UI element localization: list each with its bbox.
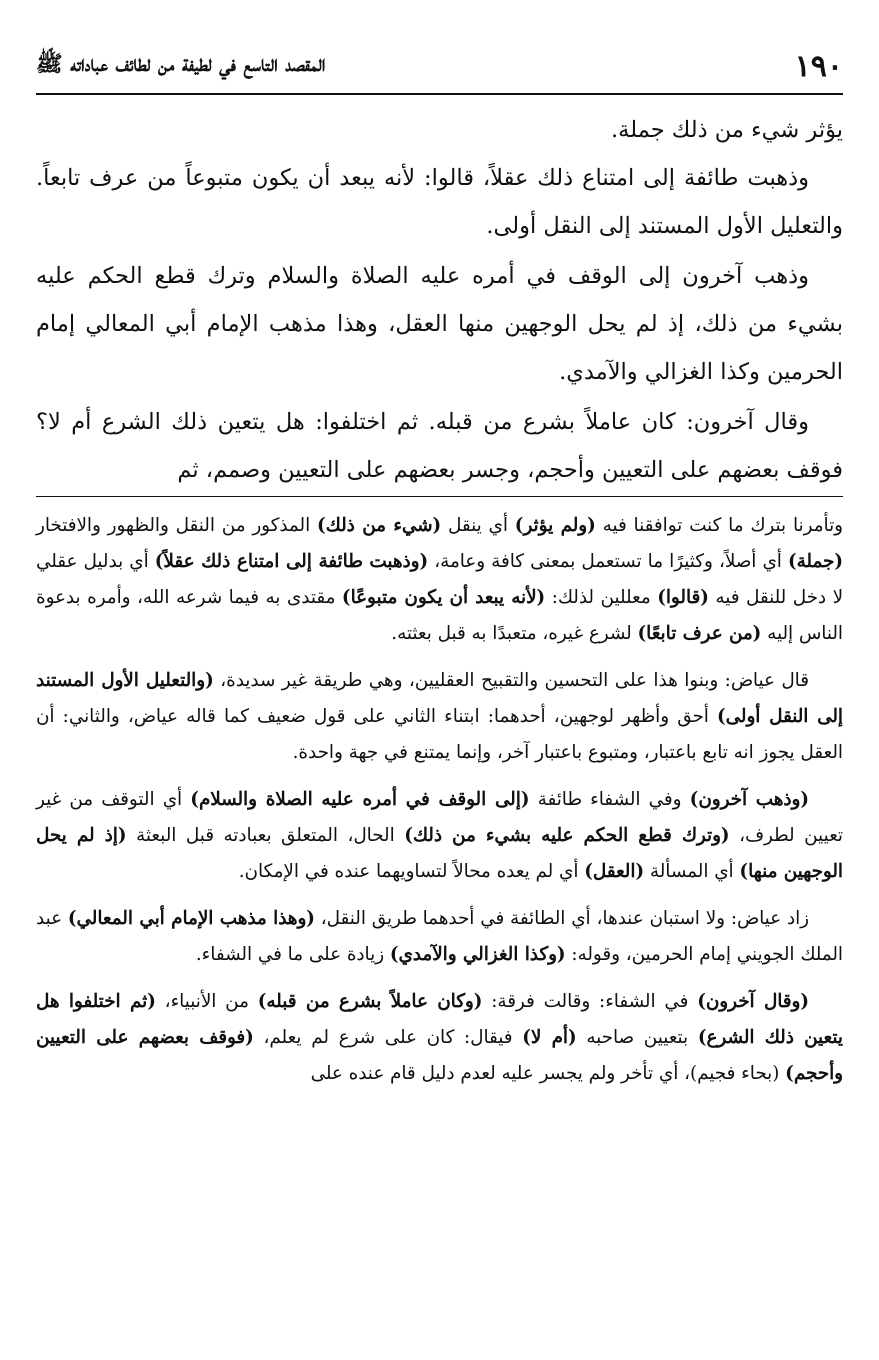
commentary-text: أي التوقف من غير تعيين لطرف، — [36, 789, 843, 846]
commentary-text: فيقال: كان على شرع لم يعلم، — [253, 1027, 523, 1048]
commentary-text: أي ينقل — [441, 515, 515, 536]
commentary-text: المذكور من النقل والظهور والافتخار — [36, 515, 318, 536]
commentary-text: أي بدليل عقلي لا دخل للنقل فيه — [36, 551, 844, 608]
quoted-phrase: (وكان عاملاً بشرع من قبله) — [257, 991, 483, 1012]
quoted-phrase: (وكذا الغزالي والآمدي) — [389, 944, 566, 965]
page-header — [36, 44, 843, 88]
running-head: المقصد التاسع في لطيفة من لطائف عباداته ﷺ — [36, 51, 326, 77]
header-divider — [36, 93, 843, 95]
commentary-text: الحال، المتعلق بعبادته قبل البعثة — [126, 825, 405, 846]
quoted-phrase: (لأنه يبعد أن يكون متبوعًا) — [341, 587, 546, 608]
commentary-text: لشرع غيره، متعبدًا به قبل بعثته. — [391, 623, 638, 644]
commentary-paragraph — [36, 663, 843, 771]
quoted-phrase: (وهذا مذهب الإمام أبي المعالي) — [67, 908, 315, 929]
quoted-phrase: (جملة) — [787, 551, 843, 572]
quoted-phrase: (ثم اختلفوا هل يتعين ذلك الشرع) — [36, 991, 843, 1048]
quoted-phrase: (من عرف تابعًا) — [637, 623, 762, 644]
commentary-text: في الشفاء: وقالت فرقة: — [482, 991, 698, 1012]
quoted-phrase: (ولم يؤثر) — [514, 515, 596, 536]
commentary-text: معللين لذلك: — [545, 587, 658, 608]
commentary-text: أحق وأظهر لوجهين، أحدهما: ابتناء الثاني على قول ضعيف كما قاله عياض، والثاني: أن العقل يجوز انه تابع باعتبار، ومتبوع باعتبار آخر، وإنما يمتنع في جهة واحدة. — [36, 706, 843, 763]
commentary-text: (بحاء فجيم)، أي تأخر ولم يجسر عليه لعدم دليل قام عنده على — [310, 1063, 786, 1084]
page-number: ١٩٠ — [794, 48, 843, 84]
quoted-phrase: (فوقف بعضهم على التعيين وأحجم) — [36, 1027, 843, 1084]
quoted-phrase: (وقال آخرون) — [697, 991, 810, 1012]
commentary-text: أي لم يعده محالاً لتساويهما عنده في الإمكان. — [238, 861, 585, 882]
commentary-text: قال عياض: وبنوا هذا على التحسين والتقبيح العقليين، وهي طريقة غير سديدة، — [213, 670, 809, 691]
commentary-text: وفي الشفاء طائفة — [529, 789, 690, 810]
quoted-phrase: (العقل) — [584, 861, 645, 882]
commentary-text: عبد الملك الجويني إمام الحرمين، وقوله: — [36, 908, 843, 965]
commentary-text: مقتدى به فيما شرعه الله، وأمره بدعوة الناس إليه — [36, 587, 843, 644]
main-text — [36, 106, 843, 494]
commentary-text: أي أصلاً، وكثيرًا ما تستعمل بمعنى كافة وعامة، — [428, 551, 788, 572]
main-paragraph: وذهب آخرون إلى الوقف في أمره عليه الصلاة والسلام وترك قطع الحكم عليه بشيء من ذلك، إذ لم يحل الوجهين منها العقل، وهذا مذهب الإمام أبي المعالي إمام الحرمين وكذا الغزالي والآمدي. — [36, 263, 843, 385]
main-paragraph: وقال آخرون: كان عاملاً بشرع من قبله. ثم اختلفوا: هل يتعين ذلك الشرع أم لا؟ فوقف بعضهم على التعيين وأحجم، وجسر بعضهم على التعيين وصمم، ثم — [36, 409, 843, 483]
commentary — [36, 508, 843, 1103]
commentary-paragraph — [36, 782, 843, 890]
quoted-phrase: (وترك قطع الحكم عليه بشيء من ذلك) — [404, 825, 730, 846]
commentary-text: أي المسألة — [644, 861, 740, 882]
quoted-phrase: (إذ لم يحل الوجهين منها) — [36, 825, 843, 882]
quoted-phrase: (شيء من ذلك) — [317, 515, 442, 536]
quoted-phrase: (إلى الوقف في أمره عليه الصلاة والسلام) — [190, 789, 530, 810]
commentary-text: زيادة على ما في الشفاء. — [195, 944, 390, 965]
main-paragraph: يؤثر شيء من ذلك جملة. — [611, 117, 843, 143]
commentary-paragraph — [36, 984, 843, 1092]
quoted-phrase: (قالوا) — [657, 587, 709, 608]
main-paragraph: وذهبت طائفة إلى امتناع ذلك عقلاً، قالوا: لأنه يبعد أن يكون متبوعاً من عرف تابعاً. والتعليل الأول المستند إلى النقل أولى. — [36, 165, 843, 239]
quoted-phrase: (أم لا) — [522, 1027, 577, 1048]
commentary-text: بتعيين صاحبه — [576, 1027, 698, 1048]
quoted-phrase: (والتعليل الأول المستند إلى النقل أولى) — [36, 670, 843, 727]
quoted-phrase: (وذهب آخرون) — [689, 789, 809, 810]
commentary-text: وتأمرنا بترك ما كنت توافقنا فيه — [595, 515, 843, 536]
commentary-text: من الأنبياء، — [155, 991, 258, 1012]
commentary-paragraph — [36, 508, 843, 652]
commentary-divider — [36, 496, 843, 497]
commentary-paragraph — [36, 901, 843, 973]
commentary-text: زاد عياض: ولا استبان عندها، أي الطائفة في أحدهما طريق النقل، — [314, 908, 809, 929]
quoted-phrase: (وذهبت طائفة إلى امتناع ذلك عقلاً) — [154, 551, 429, 572]
